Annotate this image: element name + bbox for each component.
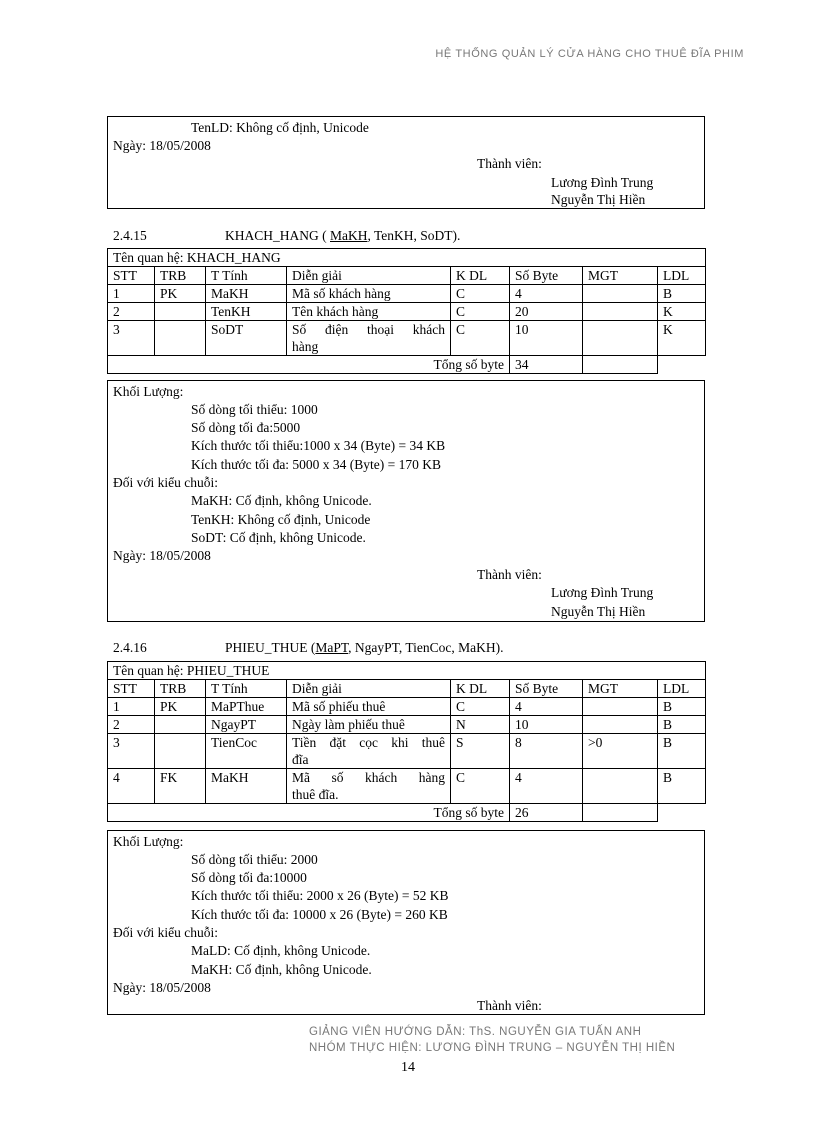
column-header: K DL: [451, 267, 510, 285]
table-cell: B: [658, 769, 706, 804]
table-cell-multiline: Tiền đặt cọc khi thuê đĩa: [287, 734, 451, 769]
footer-team: NHÓM THỰC HIỆN: LƯƠNG ĐÌNH TRUNG – NGUYỄN THỊ HIỀN: [309, 1042, 676, 1054]
table-cell: B: [658, 698, 706, 716]
table-row: [108, 734, 706, 769]
column-header: LDL: [658, 680, 706, 698]
column-header: T Tính: [206, 267, 287, 285]
date-line: Ngày: 18/05/2008: [113, 548, 211, 563]
string-type-line: TenKH: Không cố định, Unicode: [191, 512, 371, 527]
table-cell: B: [658, 734, 706, 769]
table-cell: 4: [108, 769, 155, 804]
table-cell: K: [658, 303, 706, 321]
total-label: Tổng số byte: [108, 356, 510, 374]
table-header-row: [108, 267, 706, 285]
table-row: [108, 769, 706, 804]
table-cell: 2: [108, 716, 155, 734]
section-heading-khach-hang: 2.4.15 KHACH_HANG ( MaKH, TenKH, SoDT).: [113, 228, 461, 243]
table-cell: NgayPT: [206, 716, 287, 734]
table-cell: C: [451, 321, 510, 356]
table-header-row: [108, 680, 706, 698]
top-continuation-box: [107, 116, 705, 209]
relation-row: [108, 662, 706, 680]
members-label: Thành viên:: [477, 567, 542, 582]
string-type-line: MaLD: Cố định, không Unicode.: [191, 943, 371, 958]
table-row: [108, 303, 706, 321]
volume-heading: Khối Lượng:: [113, 384, 184, 399]
section-number: 2.4.15: [113, 228, 147, 243]
table-cell: 20: [510, 303, 583, 321]
section-heading-phieu-thue: 2.4.16 PHIEU_THUE (MaPT, NgayPT, TienCoc, MaKH).: [113, 640, 504, 655]
volume-line: Số dòng tối đa:5000: [191, 420, 301, 435]
table-cell: >0: [583, 734, 658, 769]
section-number: 2.4.16: [113, 640, 147, 655]
relation-row: [108, 249, 706, 267]
column-header: Số Byte: [510, 267, 583, 285]
table-cell: 10: [510, 716, 583, 734]
volume-line: Số dòng tối đa:10000: [191, 870, 307, 885]
table-cell-multiline: Số điện thoại khách hàng: [287, 321, 451, 356]
schema-table-phieu-thue: [107, 661, 706, 822]
volume-line: Kích thước tối thiểu:1000 x 34 (Byte) = 34 KB: [191, 438, 446, 453]
table-cell: 10: [510, 321, 583, 356]
table-cell: N: [451, 716, 510, 734]
table-cell: 4: [510, 285, 583, 303]
column-header: MGT: [583, 680, 658, 698]
table-cell: Mã số phiếu thuê: [287, 698, 451, 716]
section-name: PHIEU_THUE: [225, 640, 308, 655]
table-cell: TienCoc: [206, 734, 287, 769]
table-cell: C: [451, 285, 510, 303]
total-label: Tổng số byte: [108, 804, 510, 822]
table-cell: 4: [510, 698, 583, 716]
string-type-line: MaKH: Cố định, không Unicode.: [191, 962, 372, 977]
table-row: [108, 321, 706, 356]
table-cell: C: [451, 769, 510, 804]
table-cell: 8: [510, 734, 583, 769]
table-cell: TenKH: [206, 303, 287, 321]
table-cell: 3: [108, 734, 155, 769]
table-cell: MaKH: [206, 769, 287, 804]
top-box-date: Ngày: 18/05/2008: [113, 138, 211, 153]
table-row: [108, 285, 706, 303]
column-header: STT: [108, 680, 155, 698]
table-cell: [155, 303, 206, 321]
table-cell: [583, 698, 658, 716]
string-types-heading: Đối với kiểu chuỗi:: [113, 475, 219, 490]
table-cell: B: [658, 716, 706, 734]
column-header: Diễn giải: [287, 680, 451, 698]
table-cell: MaPThue: [206, 698, 287, 716]
column-header: TRB: [155, 267, 206, 285]
column-header: STT: [108, 267, 155, 285]
string-type-line: SoDT: Cố định, không Unicode.: [191, 530, 366, 545]
table-cell: [583, 769, 658, 804]
schema-table-khach-hang: [107, 248, 706, 374]
table-cell: K: [658, 321, 706, 356]
table-cell: MaKH: [206, 285, 287, 303]
member-name: Nguyễn Thị Hiền: [551, 192, 646, 207]
volume-line: Kích thước tối đa: 5000 x 34 (Byte) = 170 KB: [191, 457, 442, 472]
column-header: MGT: [583, 267, 658, 285]
table-cell: [583, 321, 658, 356]
relation-name: Tên quan hệ: PHIEU_THUE: [108, 662, 706, 680]
total-row: [108, 804, 706, 822]
table-cell-multiline: Mã số khách hàng thuê đĩa.: [287, 769, 451, 804]
table-cell: Ngày làm phiếu thuê: [287, 716, 451, 734]
date-line: Ngày: 18/05/2008: [113, 980, 211, 995]
volume-heading: Khối Lượng:: [113, 834, 184, 849]
column-header: Diễn giải: [287, 267, 451, 285]
table-cell: PK: [155, 285, 206, 303]
table-cell: C: [451, 303, 510, 321]
table-cell: [155, 716, 206, 734]
member-name: Lương Đình Trung: [551, 585, 654, 600]
table-cell: [583, 285, 658, 303]
relation-name: Tên quan hệ: KHACH_HANG: [108, 249, 706, 267]
member-name: Lương Đình Trung: [551, 175, 654, 190]
string-types-heading: Đối với kiểu chuỗi:: [113, 925, 219, 940]
volume-box-khach-hang: [107, 380, 705, 622]
table-cell: 1: [108, 698, 155, 716]
table-cell: 4: [510, 769, 583, 804]
table-cell: 2: [108, 303, 155, 321]
page-number: 14: [401, 1060, 415, 1075]
total-row: [108, 356, 706, 374]
total-value: 26: [510, 804, 583, 822]
volume-box-phieu-thue: [107, 830, 705, 1015]
table-cell: SoDT: [206, 321, 287, 356]
volume-line: Kích thước tối đa: 10000 x 26 (Byte) = 260 KB: [191, 907, 448, 922]
top-box-line: TenLD: Không cố định, Unicode: [191, 120, 369, 135]
primary-key: MaKH: [330, 228, 368, 243]
total-value: 34: [510, 356, 583, 374]
members-label: Thành viên:: [477, 156, 542, 171]
volume-line: Kích thước tối thiểu: 2000 x 26 (Byte) = 52 KB: [191, 888, 449, 903]
table-row: [108, 716, 706, 734]
table-cell: 1: [108, 285, 155, 303]
string-type-line: MaKH: Cố định, không Unicode.: [191, 493, 372, 508]
table-cell: B: [658, 285, 706, 303]
table-row: [108, 698, 706, 716]
column-header: Số Byte: [510, 680, 583, 698]
volume-line: Số dòng tối thiểu: 2000: [191, 852, 318, 867]
running-header: HỆ THỐNG QUẢN LÝ CỬA HÀNG CHO THUÊ ĐĨA PHIM: [435, 48, 744, 60]
table-cell: [155, 734, 206, 769]
section-name: KHACH_HANG: [225, 228, 319, 243]
table-cell: PK: [155, 698, 206, 716]
column-header: LDL: [658, 267, 706, 285]
table-cell: [155, 321, 206, 356]
footer-supervisor: GIẢNG VIÊN HƯỚNG DẪN: ThS. NGUYỄN GIA TUẤN ANH: [309, 1026, 642, 1038]
table-cell: [583, 303, 658, 321]
table-cell: 3: [108, 321, 155, 356]
table-cell: Tên khách hàng: [287, 303, 451, 321]
column-header: K DL: [451, 680, 510, 698]
table-cell: C: [451, 698, 510, 716]
table-cell: S: [451, 734, 510, 769]
column-header: T Tính: [206, 680, 287, 698]
table-cell: [583, 716, 658, 734]
column-header: TRB: [155, 680, 206, 698]
members-label: Thành viên:: [477, 998, 542, 1013]
member-name: Nguyễn Thị Hiền: [551, 604, 646, 619]
table-cell: Mã số khách hàng: [287, 285, 451, 303]
volume-line: Số dòng tối thiểu: 1000: [191, 402, 318, 417]
table-cell: FK: [155, 769, 206, 804]
primary-key: MaPT: [315, 640, 349, 655]
